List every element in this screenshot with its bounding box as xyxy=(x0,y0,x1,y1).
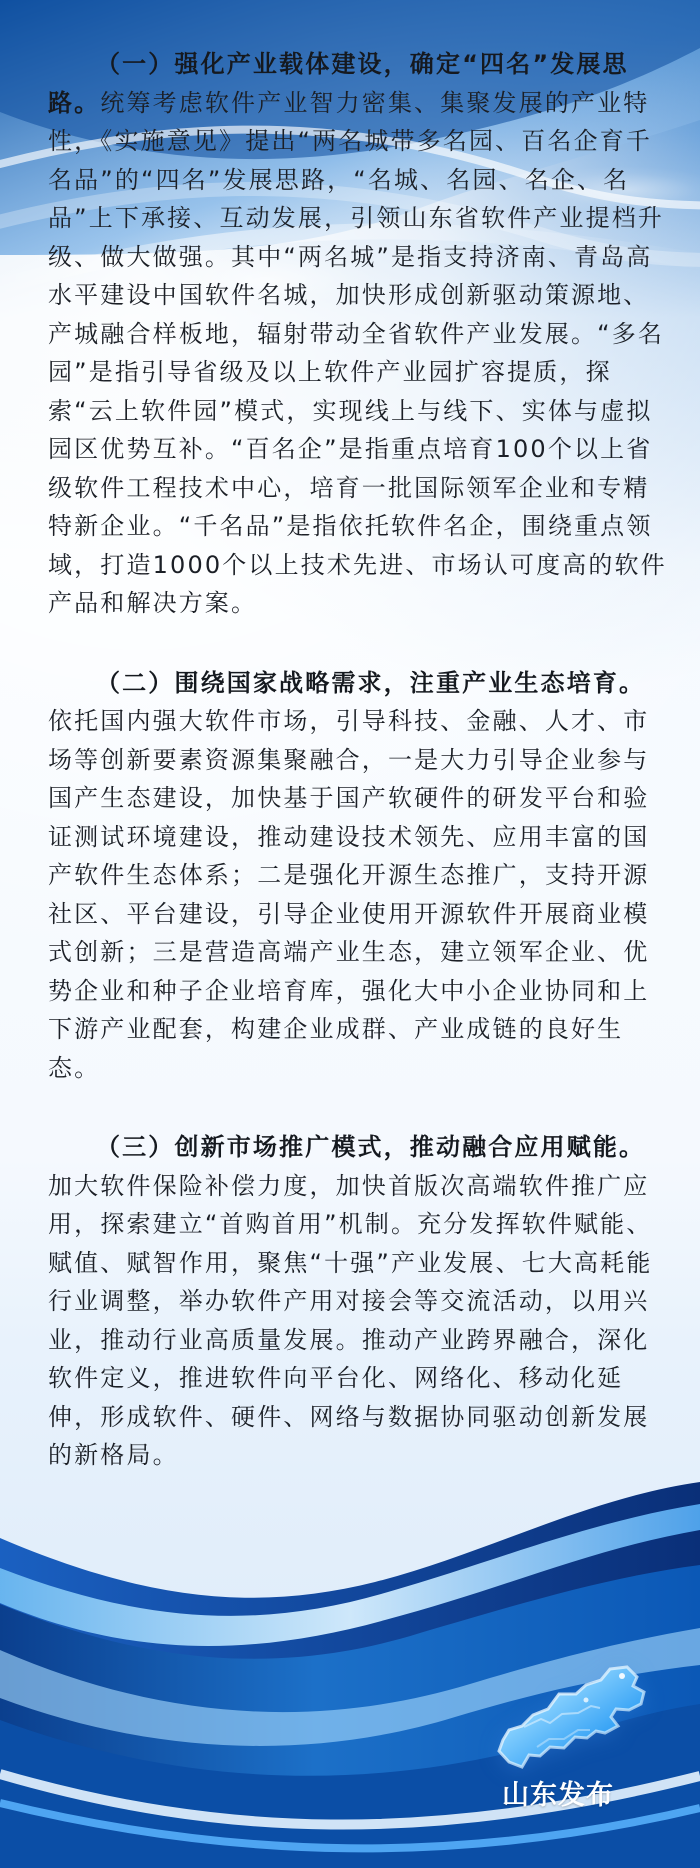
section-1-heading: （一）强化产业载体建设，确定“四名”发展思路。 xyxy=(48,50,629,117)
section-2-body: 依托国内强大软件市场，引导科技、金融、人才、市场等创新要素资源集聚融合，一是大力引导企业参与国产生态建设，加快基于国产软硬件的研发平台和验证测试环境建设，推动建设技术领先、应用丰富的国产软件生态体系；二是强化开源生态推广，支持开源社区、平台建设，引导企业使用开源软件开展商业模式创新；三是营造高端产业生态，建立领军企业、优势企业和种子企业培育库，强化大中小企业协同和上下游产业配套，构建企业成群、产业成链的良好生态。 xyxy=(48,707,650,1082)
section-1 xyxy=(48,45,668,623)
publisher-name: 山东发布 xyxy=(502,1780,614,1811)
article-content xyxy=(48,45,668,1516)
section-3-body: 加大软件保险补偿力度，加快首版次高端软件推广应用，探索建立“首购首用”机制。充分发挥软件赋能、赋值、赋智作用，聚焦“十强”产业发展、七大高耗能行业调整，举办软件产用对接会等交流活动，以用兴业，推动行业高质量发展。推动产业跨界融合，深化软件定义，推进软件向平台化、网络化、移动化延伸，形成软件、硬件、网络与数据协同驱动创新发展的新格局。 xyxy=(48,1171,653,1469)
publisher-logo xyxy=(467,1636,657,1826)
section-2 xyxy=(48,664,668,1088)
section-3 xyxy=(48,1128,668,1475)
section-1-body: 统筹考虑软件产业智力密集、集聚发展的产业特性，《实施意见》提出“两名城带多名园、百名企育千名品”的“四名”发展思路，“名城、名园、名企、名品”上下承接、互动发展，引领山东省软件产业提档升级、做大做强。其中“两名城”是指支持济南、青岛高水平建设中国软件名城，加快形成创新驱动策源地、产城融合样板地，辐射带动全省软件产业发展。“多名园”是指引导省级及以上软件产业园扩容提质，探索“云上软件园”模式，实现线上与线下、实体与虚拟园区优势互补。“百名企”是指重点培育100个以上省级软件工程技术中心，培育一批国际领军企业和专精特新企业。“千名品”是指依托软件名企，围绕重点领域，打造1000个以上技术先进、市场认可度高的软件产品和解决方案。 xyxy=(48,88,667,617)
section-2-heading: （二）围绕国家战略需求，注重产业生态培育。 xyxy=(96,668,646,697)
section-3-heading: （三）创新市场推广模式，推动融合应用赋能。 xyxy=(96,1133,646,1161)
